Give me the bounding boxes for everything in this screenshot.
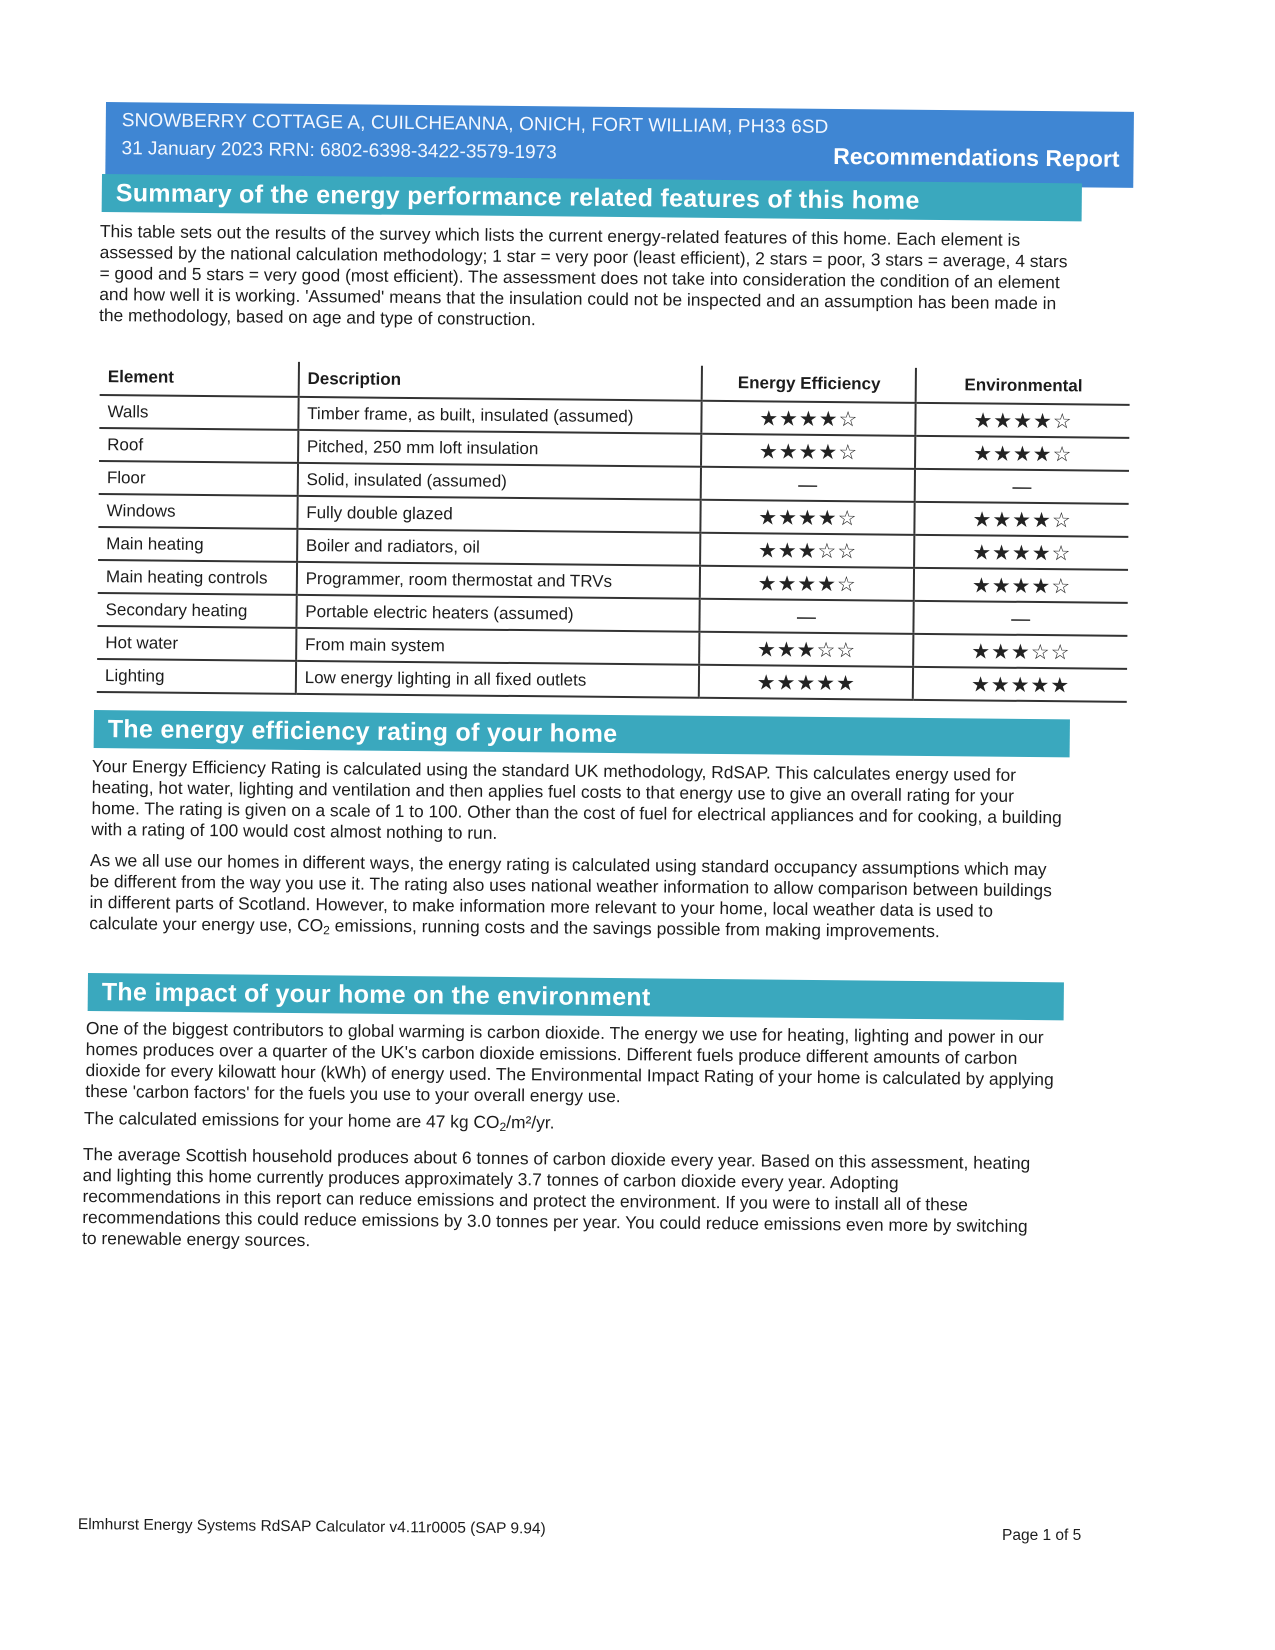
energy-efficiency-stars: — [701,467,915,502]
description-cell: Portable electric heaters (assumed) [296,595,700,632]
features-table [97,360,1130,703]
description-cell: Low energy lighting in all fixed outlets [296,661,700,698]
description-cell: Timber frame, as built, insulated (assumed) [298,397,702,434]
environment-paragraph-1: One of the biggest contributors to global warming is carbon dioxide. The energy we use for heating, lighting and power in our homes produces over a quarter of the UK's carbon dioxide emissions. Different fuels produce different amounts of carbon dioxide for every kilowatt hour (kWh) of energy used. The Environmental Impact Rating of your home is calculated by applying these 'carbon factors' for the fuels you use to your overall energy use. [85,1018,1054,1107]
header-description: Description [298,362,702,401]
energy-efficiency-stars: ★★★★☆ [702,401,916,436]
energy-efficiency-stars: ★★★☆☆ [700,632,914,667]
environmental-stars: ★★★★☆ [915,436,1129,471]
element-cell: Walls [99,395,298,430]
environmental-stars: ★★★★☆ [914,535,1128,570]
rating-paragraph-2-text-end: emissions, running costs and the savings possible from making improvements. [329,915,940,942]
software-version: Elmhurst Energy Systems RdSAP Calculator v4.11r0005 (SAP 9.94) [77,1516,546,1538]
header-energy-efficiency: Energy Efficiency [702,366,916,403]
element-cell: Secondary heating [97,593,296,628]
summary-heading: Summary of the energy performance related features of this home [102,174,1082,221]
environmental-stars: ★★★★☆ [915,502,1129,537]
emissions-unit: /m²/yr. [506,1112,555,1133]
rating-paragraph-2 [89,850,1062,943]
energy-efficiency-stars: ★★★☆☆ [701,533,915,568]
summary-intro: This table sets out the results of the survey which lists the current energy-related features of this home. Each element is assessed by the national calculation methodology; 1 star = very poor (least efficient), 2 stars = poor, 3 stars = average, 4 stars = good and 5 stars = very good (most efficient). The assessment does not take into consideration the condition of an element and how well it is working. 'Assumed' means that the insulation could not be inspected and an assumption has been made in the methodology, based on age and type of construction. [99,221,1068,330]
element-cell: Floor [99,461,298,496]
environmental-stars: ★★★★☆ [914,568,1128,603]
environmental-stars: ★★★☆☆ [913,634,1127,669]
description-cell: Boiler and radiators, oil [297,529,701,566]
environmental-stars: ★★★★☆ [916,403,1130,438]
energy-efficiency-stars: ★★★★☆ [701,434,915,469]
element-cell: Main heating controls [98,560,297,595]
environment-heading: The impact of your home on the environment [88,973,1064,1020]
description-cell: Fully double glazed [297,496,701,533]
header-element: Element [100,360,299,397]
property-address: SNOWBERRY COTTAGE A, CUILCHEANNA, ONICH, FORT WILLIAM, PH33 6SD [121,110,829,138]
header-environmental: Environmental [916,368,1130,405]
page-number: Page 1 of 5 [1002,1527,1082,1544]
description-cell: Programmer, room thermostat and TRVs [296,562,700,599]
element-cell: Main heating [98,527,297,562]
element-cell: Windows [98,494,297,529]
description-cell: Pitched, 250 mm loft insulation [298,430,702,467]
element-cell: Lighting [97,659,296,694]
environmental-stars: — [914,601,1128,636]
environmental-stars: ★★★★★ [913,667,1127,702]
energy-efficiency-stars: ★★★★☆ [701,500,915,535]
rating-heading: The energy efficiency rating of your home [94,710,1070,757]
element-cell: Roof [99,428,298,463]
description-cell: From main system [296,628,700,665]
report-title: Recommendations Report [833,142,1120,172]
rating-paragraph-2-text: As we all use our homes in different ways, the energy rating is calculated using standard occupancy assumptions which may be different from the way you use it. The rating also uses national weather information to allow comparison between buildings in different parts of Scotland. However, to make information more relevant to your home, local weather data is used to calculate your energy use, CO [89,850,1052,936]
emissions-statement [84,1108,984,1138]
energy-efficiency-stars: ★★★★☆ [700,566,914,601]
rating-paragraph-1: Your Energy Efficiency Rating is calculated using the standard UK methodology, RdSAP. This calculates energy used for heating, hot water, lighting and ventilation and then applies fuel costs to that energy use to give an overall rating for your home. The rating is given on a scale of 1 to 100. Other than the cost of fuel for electrical appliances and for cooking, a building with a rating of 100 would cost almost nothing to run. [91,756,1062,843]
description-cell: Solid, insulated (assumed) [297,463,701,500]
element-cell: Hot water [97,626,296,661]
co2-subscript: 2 [323,923,330,938]
co2-subscript: 2 [499,1119,507,1135]
environment-paragraph-3: The average Scottish household produces about 6 tonnes of carbon dioxide every year. Based on this assessment, heating and lighting this home currently produces approximately 3.7 tonnes of carbon dioxide every year. Adopting recommendations in this report can reduce emissions and protect the environment. If you were to install all of these recommendations this could reduce emissions by 3.0 tonnes per year. You could reduce emissions even more by switching to renewable energy sources. [82,1144,1031,1251]
environmental-stars: — [915,469,1129,504]
date-and-rrn: 31 January 2023 RRN: 6802-6398-3422-3579-1973 [121,138,557,164]
emissions-text: The calculated emissions for your home are 47 kg CO [83,1108,500,1132]
energy-efficiency-stars: ★★★★★ [699,665,913,700]
energy-efficiency-stars: — [700,599,914,634]
